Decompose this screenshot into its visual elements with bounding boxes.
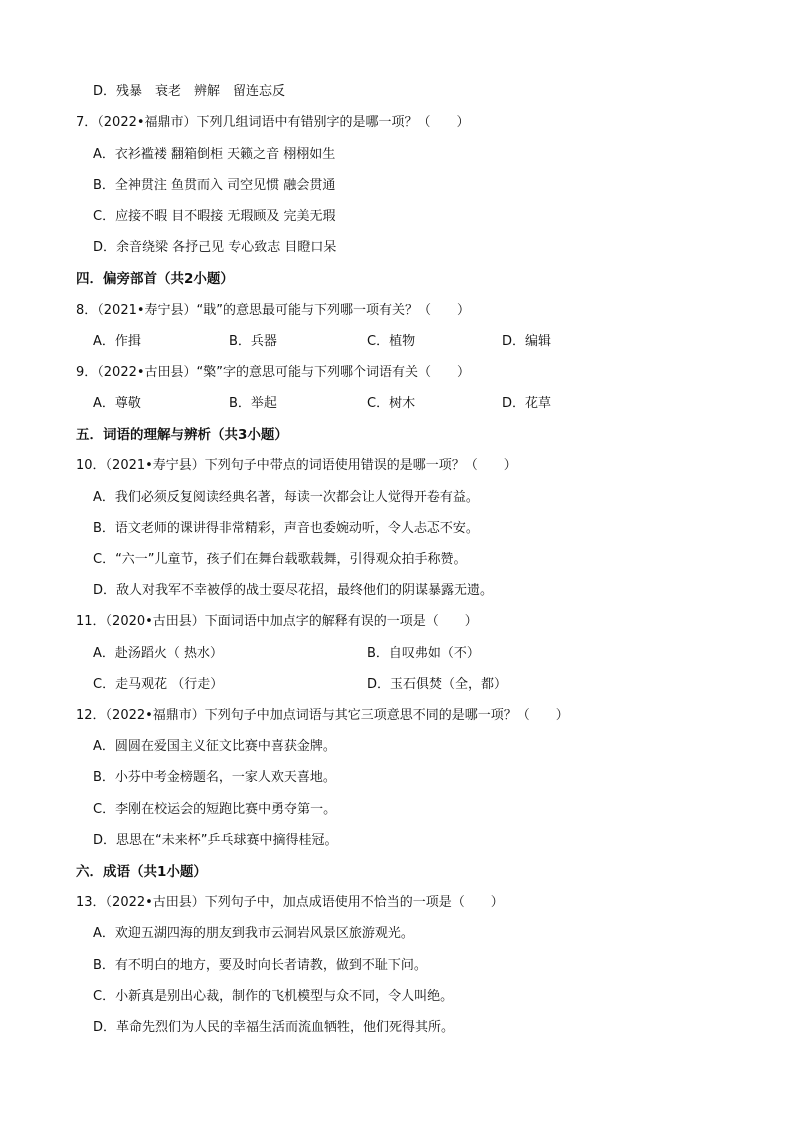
q12-option-d: D．思思在“未来杯”乒乓球赛中摘得桂冠。 — [93, 833, 338, 848]
q11-option-c: C．走马观花 （行走） — [93, 677, 224, 692]
q7-option-a: A．衣衫褴褛 翻箱倒柜 天籁之音 栩栩如生 — [93, 147, 336, 162]
q7-option-c: C．应接不暇 目不暇接 无瑕顾及 完美无瑕 — [93, 209, 336, 224]
section-6-heading: 六．成语（共1小题） — [76, 864, 207, 880]
question-11-stem: 11．（2020•古田县）下面词语中加点字的解释有误的一项是（ ） — [76, 614, 478, 629]
section-4-heading: 四．偏旁部首（共2小题） — [76, 271, 234, 287]
q12-option-a: A．圆圆在爱国主义征文比赛中喜获金牌。 — [93, 739, 336, 754]
question-10-stem: 10．（2021•寿宁县）下列句子中带点的词语使用错误的是哪一项？（ ） — [76, 458, 517, 473]
question-9-stem: 9．（2022•古田县）“檠”字的意思可能与下列哪个词语有关（ ） — [76, 365, 470, 380]
q10-option-a: A．我们必须反复阅读经典名著，每读一次都会让人觉得开卷有益。 — [93, 490, 479, 505]
q9-option-c: C．树木 — [367, 396, 416, 411]
q10-option-b: B．语文老师的课讲得非常精彩，声音也委婉动听，令人忐忑不安。 — [93, 521, 479, 536]
q11-option-a: A．赴汤蹈火（ 热水） — [93, 646, 224, 661]
q13-option-a: A．欢迎五湖四海的朋友到我市云洞岩风景区旅游观光。 — [93, 926, 414, 941]
q9-option-a: A．尊敬 — [93, 396, 141, 411]
q8-option-c: C．植物 — [367, 334, 416, 349]
q10-option-d: D．敌人对我军不幸被俘的战士耍尽花招，最终他们的阴谋暴露无遗。 — [93, 583, 494, 598]
q7-option-b: B．全神贯注 鱼贯而入 司空见惯 融会贯通 — [93, 178, 336, 193]
q13-option-d: D．革命先烈们为人民的幸福生活而流血牺牲，他们死得其所。 — [93, 1020, 455, 1035]
q9-option-b: B．举起 — [229, 396, 277, 411]
q12-option-b: B．小芬中考金榜题名，一家人欢天喜地。 — [93, 770, 336, 785]
q12-option-c: C．李刚在校运会的短跑比赛中勇夺第一。 — [93, 802, 337, 817]
q8-option-a: A．作揖 — [93, 334, 141, 349]
q11-option-d: D．玉石俱焚（全，都） — [367, 677, 508, 692]
section-5-heading: 五．词语的理解与辨析（共3小题） — [76, 427, 288, 443]
question-12-stem: 12．（2022•福鼎市）下列句子中加点词语与其它三项意思不同的是哪一项？（ ） — [76, 708, 569, 723]
q11-option-b: B．自叹弗如（不） — [367, 646, 480, 661]
q8-option-b: B．兵器 — [229, 334, 277, 349]
q13-option-b: B．有不明白的地方，要及时向长者请教，做到不耻下问。 — [93, 958, 427, 973]
question-7-stem: 7．（2022•福鼎市）下列几组词语中有错别字的是哪一项？（ ） — [76, 115, 470, 130]
q8-option-d: D．编辑 — [502, 334, 552, 349]
q7-option-d: D．余音绕梁 各抒己见 专心致志 目瞪口呆 — [93, 240, 337, 255]
question-13-stem: 13．（2022•古田县）下列句子中，加点成语使用不恰当的一项是（ ） — [76, 895, 504, 910]
q6-option-d: D．残暴 衰老 辨解 留连忘反 — [93, 84, 286, 99]
q9-option-d: D．花草 — [502, 396, 552, 411]
q13-option-c: C．小新真是别出心裁，制作的飞机模型与众不同，令人叫绝。 — [93, 989, 454, 1004]
q10-option-c: C．“六一”儿童节，孩子们在舞台载歌载舞，引得观众拍手称赞。 — [93, 552, 467, 567]
question-8-stem: 8．（2021•寿宁县）“戢”的意思最可能与下列哪一项有关？（ ） — [76, 303, 470, 318]
